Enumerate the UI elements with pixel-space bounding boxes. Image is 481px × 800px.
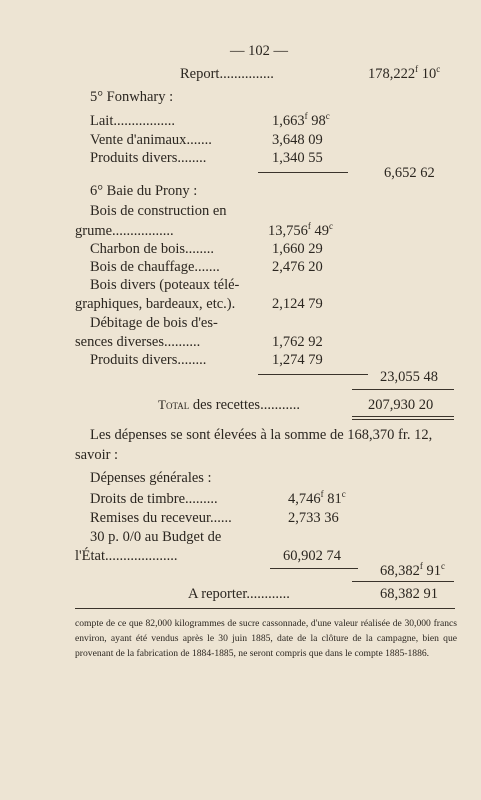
row-construction-label1: Bois de construction en xyxy=(90,203,227,219)
section5-rule xyxy=(258,172,348,173)
row-timbre-amount: 4,746$^f$ 81$^c$ xyxy=(288,489,346,507)
row-construction-amount: 13,756$^f$ 49$^c$ xyxy=(268,221,333,239)
reporter-top-rule xyxy=(352,581,454,582)
report-total: 178,222$^f$ 10$^c$ xyxy=(368,64,441,82)
row-produits6-label: Produits divers........ xyxy=(90,352,207,368)
row-produits5-amount: 1,340 55 xyxy=(272,150,323,166)
section6-rule xyxy=(258,374,368,375)
total-bottom-rule-2 xyxy=(352,419,454,420)
row-divers-amount: 2,124 79 xyxy=(272,296,323,312)
section6-heading: 6° Baie du Prony : xyxy=(90,183,198,199)
row-budget-label2: l'État.................... xyxy=(75,548,178,564)
row-construction-label2: grume................. xyxy=(75,223,174,239)
page-number: — 102 — xyxy=(230,43,288,59)
row-produits5-label: Produits divers........ xyxy=(90,150,207,166)
a-reporter-label: A reporter............ xyxy=(188,586,290,602)
row-charbon-amount: 1,660 29 xyxy=(272,241,323,257)
section6-subtotal: 23,055 48 xyxy=(380,369,438,385)
total-recettes-amount: 207,930 20 xyxy=(368,397,434,413)
row-debitage-label2: sences diverses.......... xyxy=(75,334,201,350)
row-debitage-label1: Débitage de bois d'es- xyxy=(90,315,218,331)
row-budget-amount: 60,902 74 xyxy=(283,548,341,564)
row-lait-label: Lait................. xyxy=(90,113,175,129)
total-recettes-label: Total des recettes........... xyxy=(158,397,300,413)
a-reporter-amount: 68,382 91 xyxy=(380,586,438,602)
depenses-line2: savoir : xyxy=(75,447,119,463)
row-chauffage-amount: 2,476 20 xyxy=(272,259,323,275)
depenses-heading: Dépenses générales : xyxy=(90,470,212,486)
depenses-subtotal: 68,382$^f$ 91$^c$ xyxy=(380,561,445,579)
depenses-line1: Les dépenses se sont élevées à la somme de 168,370 fr. 12, xyxy=(90,427,433,443)
section5-subtotal: 6,652 62 xyxy=(384,165,435,181)
row-remises-amount: 2,733 36 xyxy=(288,510,339,526)
row-divers-label2: graphiques, bardeaux, etc.). xyxy=(75,296,236,312)
row-remises-label: Remises du receveur...... xyxy=(90,510,232,526)
report-label: Report............... xyxy=(180,66,274,82)
total-top-rule xyxy=(352,389,454,390)
row-budget-label1: 30 p. 0/0 au Budget de xyxy=(90,529,222,545)
row-produits6-amount: 1,274 79 xyxy=(272,352,323,368)
row-chauffage-label: Bois de chauffage....... xyxy=(90,259,220,275)
section5-heading: 5° Fonwhary : xyxy=(90,89,174,105)
row-charbon-label: Charbon de bois........ xyxy=(90,241,215,257)
row-vente-amount: 3,648 09 xyxy=(272,132,323,148)
row-debitage-amount: 1,762 92 xyxy=(272,334,323,350)
footnote: compte de ce que 82,000 kilogrammes de sucre cassonnade, d'une valeur réalisée de 30,000 francs environ, ayant été vendus après le 30 juin 1885, date de la clôture de la campagne, bien que provenant de la fabrication de 1884-1885, ne seront compris que dans le compte 1885-1886. xyxy=(75,618,457,659)
row-lait-amount: 1,663$^f$ 98$^c$ xyxy=(272,111,330,129)
row-timbre-label: Droits de timbre......... xyxy=(90,491,218,507)
footnote-separator xyxy=(75,608,455,609)
row-vente-label: Vente d'animaux....... xyxy=(90,132,212,148)
row-divers-label1: Bois divers (poteaux télé- xyxy=(90,277,240,293)
total-bottom-rule-1 xyxy=(352,416,454,417)
depenses-rule xyxy=(270,568,358,569)
